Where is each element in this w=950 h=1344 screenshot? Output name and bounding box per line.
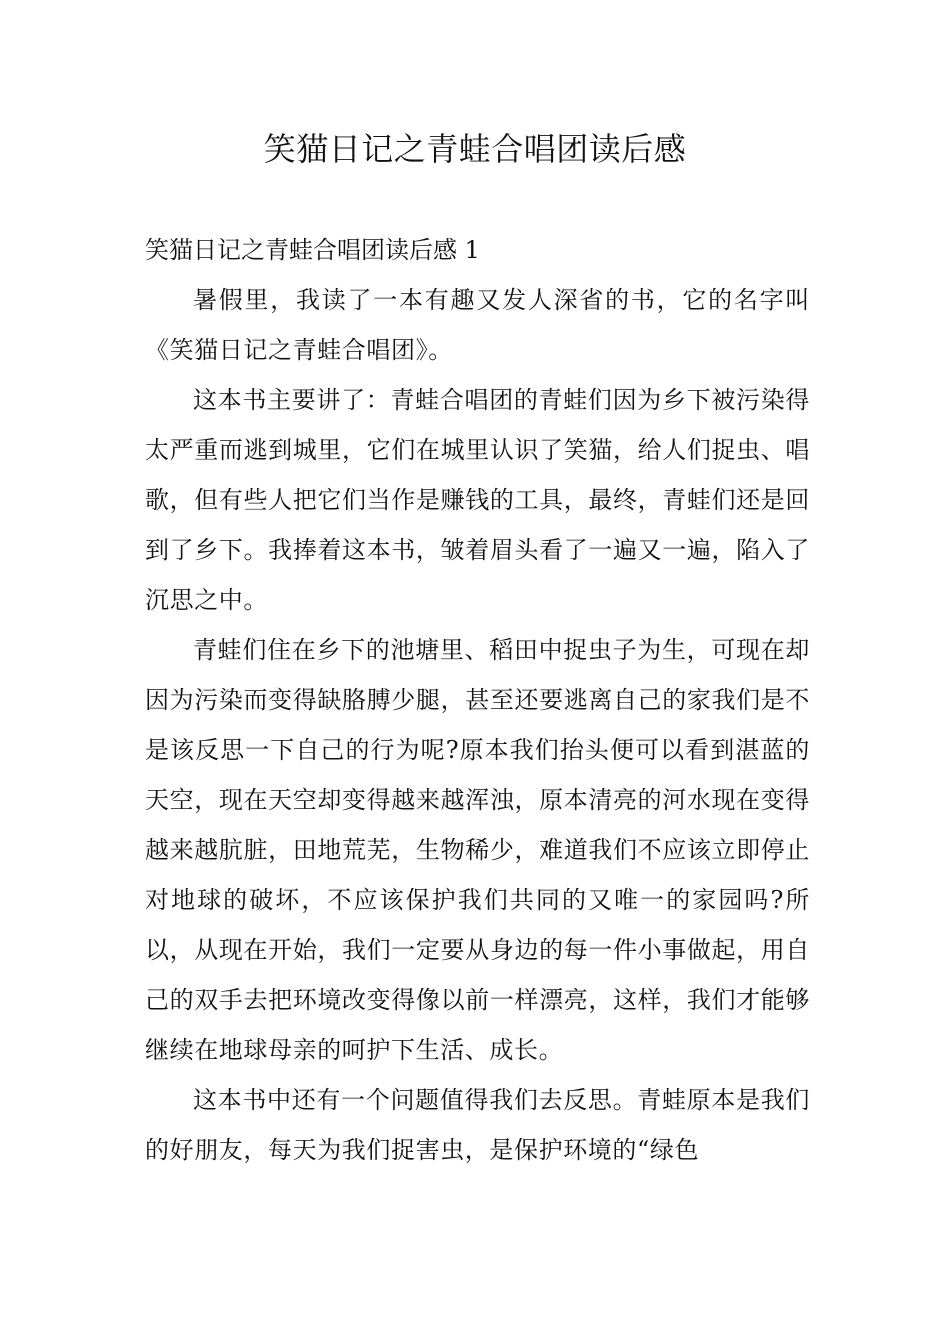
- section-heading: 笑猫日记之青蛙合唱团读后感 1: [145, 236, 480, 264]
- document-body: [145, 225, 810, 1175]
- paragraph-3: 青蛙们住在乡下的池塘里、稻田中捉虫子为生，可现在却因为污染而变得缺胳膊少腿，甚至还要逃离自己的家我们是不是该反思一下自己的行为呢?原本我们抬头便可以看到湛蓝的天空，现在天空却变得越来越浑浊，原本清亮的河水现在变得越来越肮脏，田地荒芜，生物稀少，难道我们不应该立即停止对地球的破坏，不应该保护我们共同的又唯一的家园吗?所以，从现在开始，我们一定要从身边的每一件小事做起，用自己的双手去把环境改变得像以前一样漂亮，这样，我们才能够继续在地球母亲的呵护下生活、成长。: [145, 636, 810, 1064]
- paragraph-4: 这本书中还有一个问题值得我们去反思。青蛙原本是我们的好朋友，每天为我们捉害虫，是保护环境的“绿色: [145, 1086, 810, 1164]
- paragraph-1: 暑假里，我读了一本有趣又发人深省的书，它的名字叫《笑猫日记之青蛙合唱团》。: [145, 286, 810, 364]
- document-title: 笑猫日记之青蛙合唱团读后感: [263, 130, 687, 168]
- paragraph-2: 这本书主要讲了：青蛙合唱团的青蛙们因为乡下被污染得太严重而逃到城里，它们在城里认识了笑猫，给人们捉虫、唱歌，但有些人把它们当作是赚钱的工具，最终，青蛙们还是回到了乡下。我捧着这本书，皱着眉头看了一遍又一遍，陷入了沉思之中。: [145, 386, 810, 614]
